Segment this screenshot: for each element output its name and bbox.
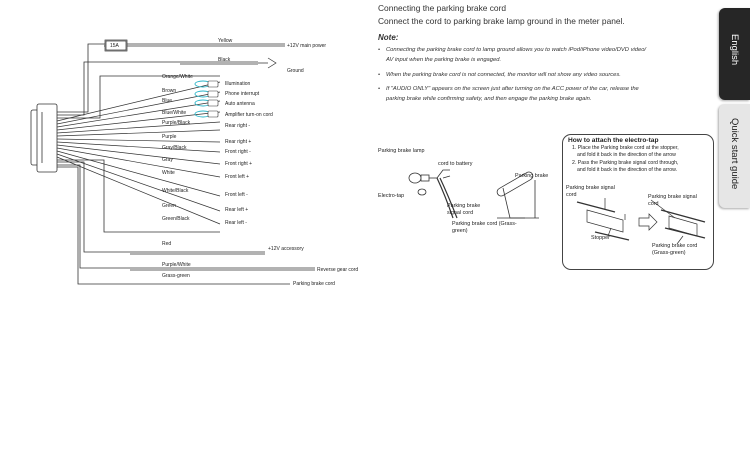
wire-orange-white: Orange/White: [162, 74, 193, 80]
cord-to-battery-label: cord to battery: [438, 161, 473, 167]
bullet: •: [378, 72, 381, 78]
note-item: [378, 45, 716, 65]
signal-cord-label: [447, 203, 480, 216]
fn-auto-antenna: Auto antenna: [225, 101, 255, 107]
fuse-label: 15A: [110, 43, 119, 49]
label-line: Parking brake cord: [652, 243, 698, 249]
wire-purple-black: Purple/Black: [162, 120, 191, 126]
section-heading: Connecting the parking brake cord: [378, 3, 507, 13]
fn-parking-brake: Parking brake cord: [293, 281, 335, 287]
wire-blue: Blue: [162, 98, 173, 104]
wire-white: White: [162, 170, 175, 176]
fn-phone-interrupt: Phone interrupt: [225, 91, 260, 97]
step-line: and fold it back in the direction of the arrow.: [577, 167, 678, 173]
note-item: [378, 70, 716, 80]
electro-tap-label: Electro-tap: [378, 193, 405, 199]
section-subheading: Connect the cord to parking brake lamp ground in the meter panel.: [378, 16, 625, 26]
label-line: (Grass-green): [652, 249, 686, 256]
note-line: When the parking brake cord is not connected, the monitor will not show any video sources.: [386, 72, 621, 78]
fn-front-left-minus: Front left -: [225, 192, 248, 198]
label-line: Parking brake signal: [566, 185, 615, 191]
stopper-label: Stopper: [591, 235, 610, 241]
signal-cord-line: signal cord: [447, 209, 474, 216]
harness-connector-latch: [37, 104, 57, 172]
howto-brake-cord-label: [652, 243, 697, 256]
note-line: parking brake while confirming safety, and then engage the parking brake again.: [386, 96, 592, 102]
fn-rear-left-minus: Rear left -: [225, 220, 247, 226]
parking-brake-label: Parking brake: [515, 173, 549, 179]
tab-quick-start-label: Quick start guide: [729, 118, 740, 190]
brake-cord-label: [452, 221, 517, 234]
label-line: Parking brake signal: [648, 194, 697, 200]
fn-front-right-minus: Front right -: [225, 149, 251, 155]
note-line: AV input when the parking brake is engaged.: [386, 57, 502, 63]
wire-gray-black: Gray/Black: [162, 145, 187, 151]
wire-green: Green: [162, 203, 176, 209]
tab-english-label: English: [729, 34, 740, 66]
signal-cord-b-label: [648, 194, 697, 207]
bullet: •: [378, 86, 381, 92]
fn-rear-right-plus: Rear right +: [225, 139, 252, 145]
note-line: Connecting the parking brake cord to lamp ground allows you to watch iPod/iPhone video/DVD video/: [386, 47, 647, 53]
wire-gray: Gray: [162, 157, 173, 163]
note-title: Note:: [378, 33, 399, 42]
brake-cord-line: green): [452, 227, 468, 234]
wire-purple-white: Purple/White: [162, 262, 191, 268]
label-line: cord: [648, 200, 659, 207]
note-item: [378, 84, 716, 104]
fn-amp-turn-on: Amplifier turn-on cord: [225, 112, 273, 118]
step-line: and fold it back in the direction of the arrow: [577, 152, 676, 158]
step-line: 1. Place the Parking brake cord at the stopper,: [572, 145, 679, 151]
wire-blue-white: Blue/White: [162, 110, 187, 116]
fn-illumination: Illumination: [225, 81, 251, 87]
howto-step-1: [572, 145, 712, 159]
fn-accessory: +12V accessory: [268, 246, 304, 252]
wire-white-black: White/Black: [162, 188, 189, 194]
wire-red: Red: [162, 241, 172, 247]
fn-front-right-plus: Front right +: [225, 161, 253, 167]
label-line: cord: [566, 191, 577, 198]
fn-reverse-gear: Reverse gear cord: [317, 267, 359, 273]
signal-cord-line: Parking brake: [447, 203, 481, 209]
howto-title: How to attach the electro-tap: [568, 137, 659, 144]
brake-cord-line: Parking brake cord (Grass-: [452, 221, 517, 227]
note-line: If "AUDIO ONLY" appears on the screen just after turning on the ACC power of the car, release the: [386, 86, 639, 92]
wire-black: Black: [218, 57, 231, 63]
howto-step-2: [572, 160, 712, 174]
wire-green-black: Green/Black: [162, 216, 190, 222]
fn-ground: Ground: [287, 68, 304, 74]
fn-main-power: +12V main power: [287, 43, 327, 49]
arrow-icon: [639, 214, 657, 230]
fn-rear-left-plus: Rear left +: [225, 207, 249, 213]
lamp-bulb: [409, 173, 421, 183]
electro-tap: [418, 189, 426, 195]
fn-rear-right-minus: Rear right -: [225, 123, 251, 129]
wire-grass-green: Grass-green: [162, 273, 190, 279]
step-line: 2. Pass the Parking brake signal cord through,: [572, 160, 679, 166]
wire-purple: Purple: [162, 134, 177, 140]
wire-yellow: Yellow: [218, 38, 233, 44]
signal-cord-a-label: [566, 185, 615, 198]
tab-quick-start-guide[interactable]: [719, 104, 750, 208]
tab-english[interactable]: [719, 8, 750, 100]
wire-brown: Brown: [162, 88, 177, 94]
lamp-label: Parking brake lamp: [378, 148, 425, 154]
fn-front-left-plus: Front left +: [225, 174, 250, 180]
bullet: •: [378, 47, 381, 53]
